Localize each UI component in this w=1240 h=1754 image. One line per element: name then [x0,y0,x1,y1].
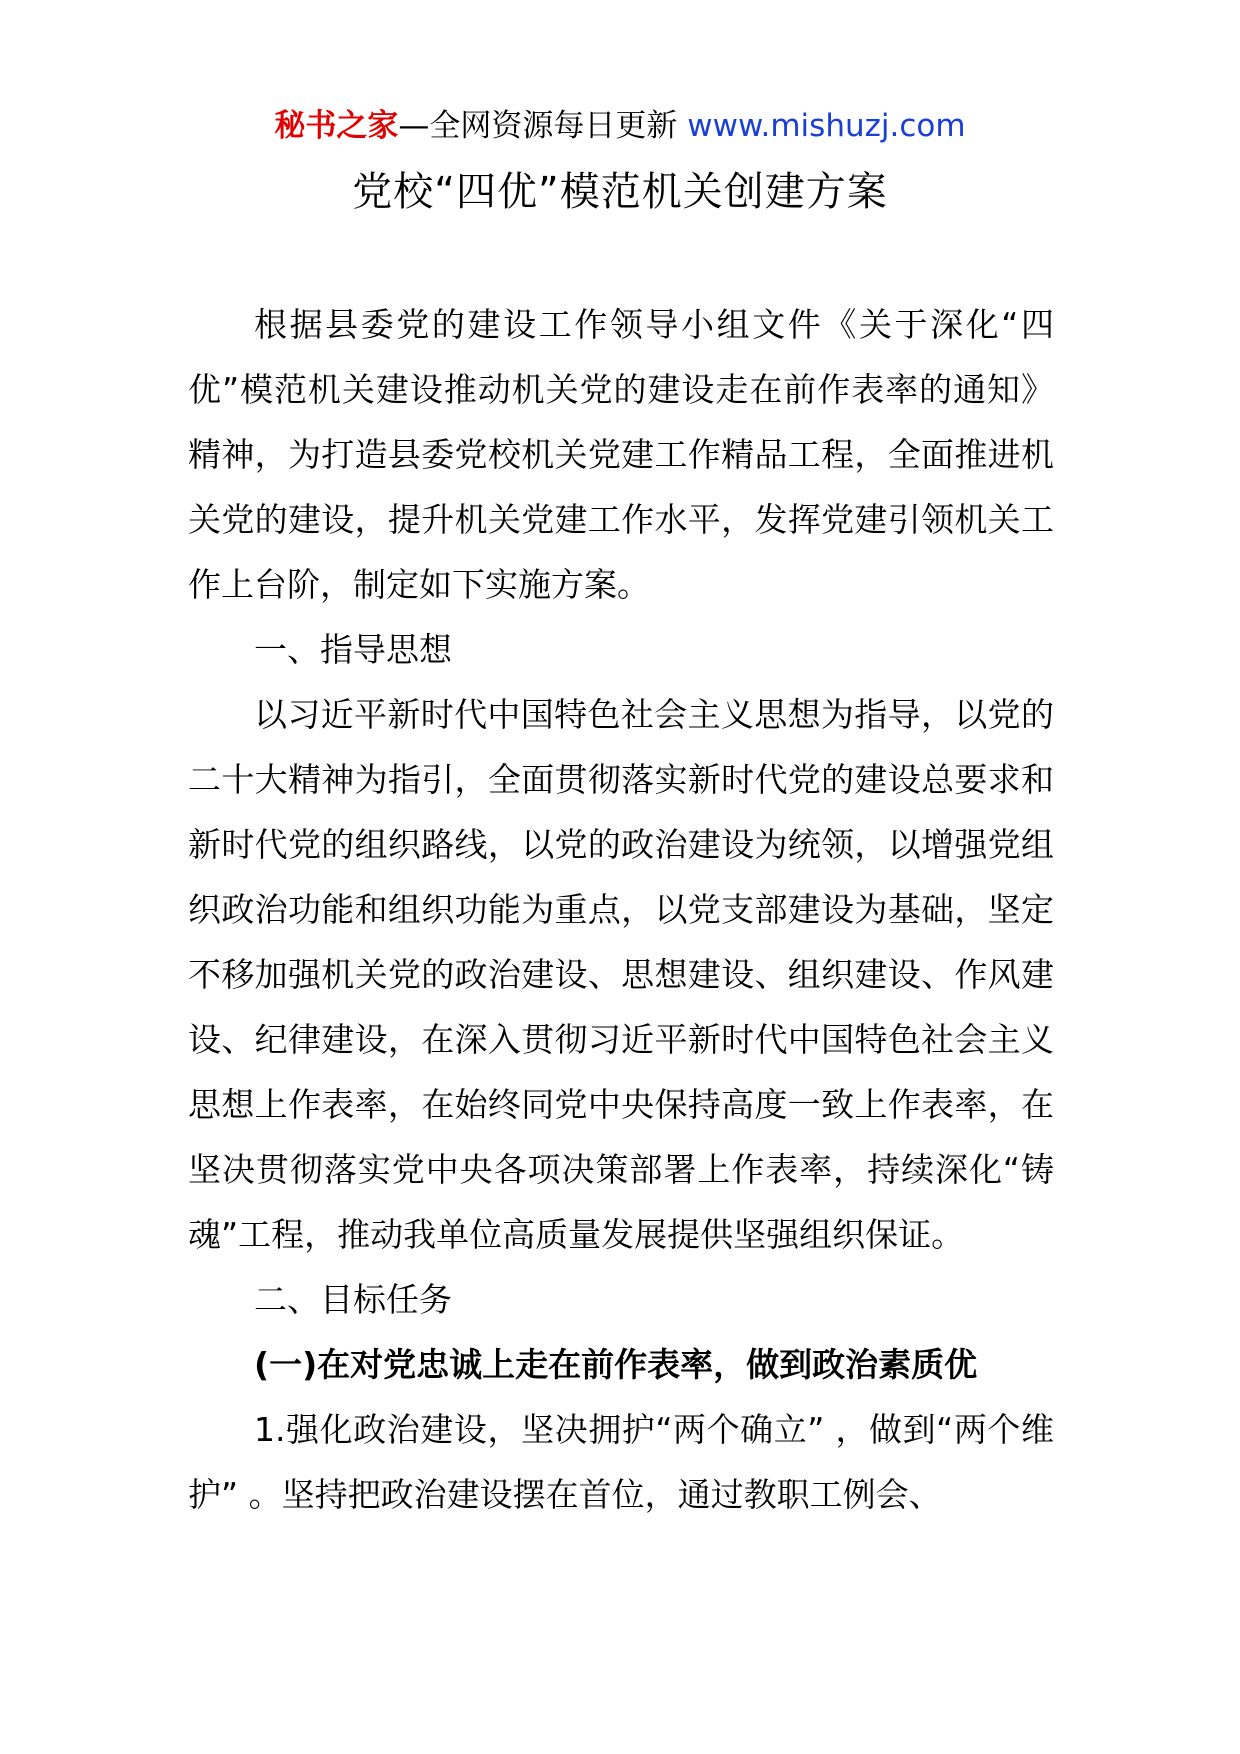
document-body [188,292,1054,1527]
guiding-thought-paragraph: 以习近平新时代中国特色社会主义思想为指导，以党的二十大精神为指引，全面贯彻落实新时代党的建设总要求和新时代党的组织路线，以党的政治建设为统领，以增强党组织政治功能和组织功能为重点，以党支部建设为基础，坚定不移加强机关党的政治建设、思想建设、组织建设、作风建设、纪律建设，在深入贯彻习近平新时代中国特色社会主义思想上作表率，在始终同党中央保持高度一致上作表率，在坚决贯彻落实党中央各项决策部署上作表率，持续深化“铸魂”工程，推动我单位高质量发展提供坚强组织保证。 [188,695,1054,1254]
document-title: 党校“四优”模范机关创建方案 [352,169,888,215]
watermark-brand: 秘书之家 [274,108,399,144]
subsection-heading-political-quality: (一)在对党忠诚上走在前作表率，做到政治素质优 [254,1345,978,1384]
section-heading-guiding-thought: 一、指导思想 [254,630,452,669]
intro-paragraph: 根据县委党的建设工作领导小组文件《关于深化“四优”模范机关建设推动机关党的建设走在前作表率的通知》精神，为打造县委党校机关党建工作精品工程，全面推进机关党的建设，提升机关党建工作水平，发挥党建引领机关工作上台阶，制定如下实施方案。 [188,305,1054,604]
section-heading-goals: 二、目标任务 [254,1280,452,1319]
watermark-url[interactable]: www.mishuzj.com [687,108,966,144]
watermark-slogan: —全网资源每日更新 [398,108,688,144]
item-paragraph-political-construction: 1.强化政治建设，坚决拥护“两个确立” ，做到“两个维护” 。坚持把政治建设摆在首位，通过教职工例会、 [188,1410,1054,1514]
watermark-banner [0,100,1240,152]
